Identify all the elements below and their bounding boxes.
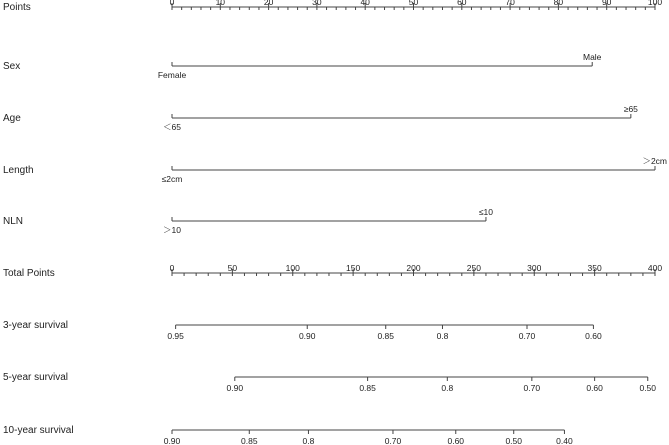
length-level-label: ＞2cm <box>642 156 667 166</box>
points-tick-label: 40 <box>360 0 370 7</box>
5-year-survival-tick-label: 0.50 <box>639 383 657 393</box>
points-tick-label: 20 <box>263 0 274 7</box>
10-year-survival-tick-label: 0.40 <box>556 436 573 445</box>
sex-level-label: Male <box>582 52 602 62</box>
age-level-label: ＜65 <box>163 122 181 132</box>
nln-level-label: ＞10 <box>163 225 181 235</box>
total-points-label: Total Points <box>3 268 55 279</box>
points-tick-label: 10 <box>215 0 226 7</box>
age-label: Age <box>3 113 21 124</box>
10-year-survival-tick-label: 0.85 <box>241 436 258 445</box>
total-points-tick-label: 350 <box>587 263 602 273</box>
5-year-survival-tick-label: 0.70 <box>523 383 541 393</box>
total-points-tick-label: 150 <box>346 263 361 273</box>
5-year-survival-tick-label: 0.60 <box>586 383 603 393</box>
5-year-survival-tick-label: 0.85 <box>359 383 376 393</box>
3-year-survival-label: 3-year survival <box>3 320 69 331</box>
5-year-survival-tick-label: 0.90 <box>226 383 244 393</box>
total-points-tick-label: 200 <box>406 263 421 273</box>
10-year-survival-tick-label: 0.60 <box>447 436 465 445</box>
total-points-tick-label: 100 <box>285 263 300 273</box>
3-year-survival-tick-label: 0.95 <box>167 331 184 341</box>
total-points-tick-label: 0 <box>169 263 175 273</box>
10-year-survival-label: 10-year survival <box>3 425 74 436</box>
10-year-survival-tick-label: 0.50 <box>505 436 522 445</box>
points-tick-label: 50 <box>408 0 419 7</box>
3-year-survival-tick-label: 0.90 <box>298 331 316 341</box>
nln-label: NLN <box>3 216 24 227</box>
points-tick-label: 30 <box>312 0 322 7</box>
length-label: Length <box>3 165 34 176</box>
3-year-survival-tick-label: 0.85 <box>377 331 395 341</box>
total-points-tick-label: 300 <box>527 263 542 273</box>
points-label: Points <box>3 2 31 13</box>
sex-level-label: Female <box>157 70 187 80</box>
points-tick-label: 0 <box>169 0 175 7</box>
10-year-survival-tick-label: 0.8 <box>302 436 315 445</box>
points-tick-label: 70 <box>505 0 515 7</box>
points-tick-label: 80 <box>553 0 564 7</box>
3-year-survival-tick-label: 0.60 <box>585 331 602 341</box>
total-points-tick-label: 50 <box>227 263 238 273</box>
sex-label: Sex <box>3 61 21 72</box>
total-points-tick-label: 400 <box>647 263 663 273</box>
nln-level-label: ≤10 <box>478 207 494 217</box>
3-year-survival-tick-label: 0.8 <box>436 331 449 341</box>
points-tick-label: 60 <box>457 0 467 7</box>
5-year-survival-label: 5-year survival <box>3 372 69 383</box>
10-year-survival-tick-label: 0.90 <box>163 436 181 445</box>
5-year-survival-tick-label: 0.8 <box>441 383 454 393</box>
total-points-tick-label: 250 <box>466 263 481 273</box>
10-year-survival-tick-label: 0.70 <box>384 436 402 445</box>
length-level-label: ≤2cm <box>161 174 183 184</box>
3-year-survival-tick-label: 0.70 <box>518 331 536 341</box>
age-level-label: ≥65 <box>623 104 638 114</box>
points-tick-label: 100 <box>647 0 663 7</box>
points-tick-label: 90 <box>601 0 612 7</box>
